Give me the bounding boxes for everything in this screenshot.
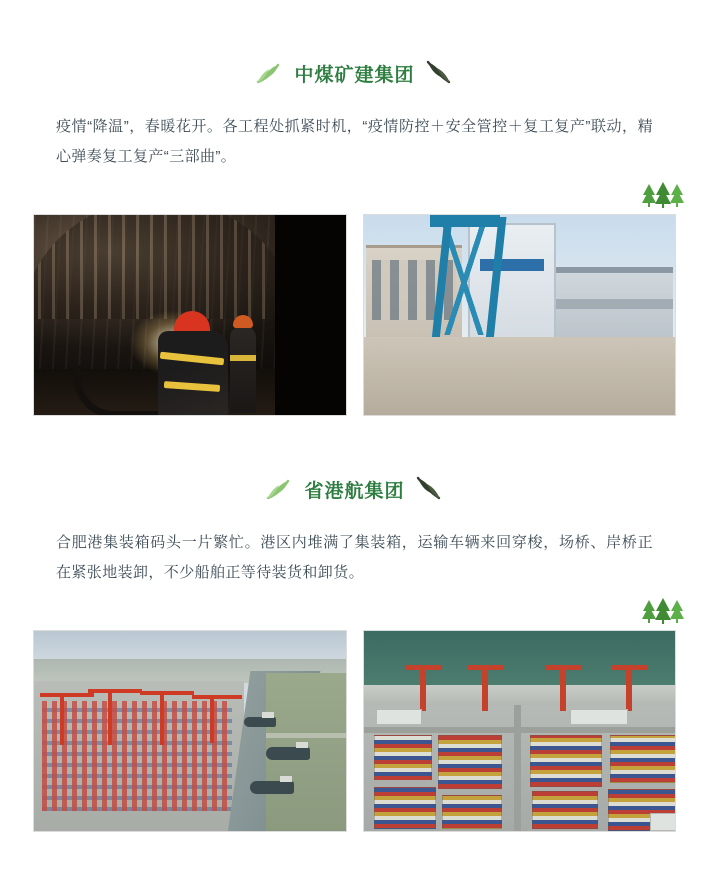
bottom-spacer [0, 832, 709, 862]
section-paragraph: 合肥港集装箱码头一片繁忙。港区内堆满了集装箱，运输车辆来回穿梭，场桥、岸桥正在紧张地装卸，不少船舶正等待装货和卸货。 [56, 534, 653, 581]
photo-port-aerial-river [33, 630, 347, 832]
section-spacer [0, 416, 709, 468]
section-paragraph: 疫情“降温”，春暖花开。各工程处抓紧时机，“疫情防控＋安全管控＋复工复产”联动，精心弹奏复工复产“三部曲”。 [56, 118, 653, 165]
pine-trees-icon [0, 182, 685, 208]
pine-trees-icon [0, 598, 685, 624]
leaf-icon [411, 474, 445, 504]
image-row-1 [33, 214, 676, 416]
section-heading-provincial-port-shipping-group [0, 468, 709, 514]
image-row-2 [33, 630, 676, 832]
photo-mine-tunnel [33, 214, 347, 416]
leaf-icon [264, 476, 298, 506]
leaf-icon [421, 58, 455, 88]
section-title: 省港航集团 [304, 480, 405, 502]
photo-container-terminal-aerial [363, 630, 677, 832]
top-spacer [0, 0, 709, 52]
section-title: 中煤矿建集团 [294, 64, 415, 86]
section-heading-coal-mine-group [0, 52, 709, 98]
photo-mine-shaft-workers [363, 214, 677, 416]
leaf-icon [254, 60, 288, 90]
